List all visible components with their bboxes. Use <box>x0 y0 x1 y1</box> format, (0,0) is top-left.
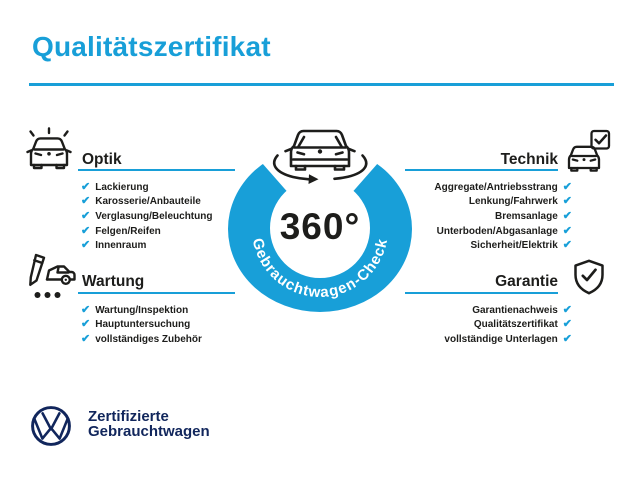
checklist-item-label: Felgen/Reifen <box>95 225 161 237</box>
checklist-item-label: Innenraum <box>95 240 147 252</box>
section-heading-garantie: Garantie <box>495 273 558 290</box>
check-icon: ✔ <box>81 180 91 193</box>
check-icon: ✔ <box>81 209 91 222</box>
footer-brand-line1: Zertifizierte <box>88 408 169 425</box>
footer-brand-text <box>88 410 210 439</box>
checklist-item-label: Wartung/Inspektion <box>95 304 189 316</box>
checklist-item <box>81 303 202 318</box>
checklist-item-label: Verglasung/Beleuchtung <box>95 210 213 222</box>
check-icon: ✔ <box>562 224 572 237</box>
checklist-item-label: Lenkung/Fahrwerk <box>468 196 558 208</box>
checklist-item <box>81 195 212 210</box>
check-icon: ✔ <box>81 318 91 331</box>
checklist-item <box>81 180 212 195</box>
section-heading-optik: Optik <box>82 151 122 168</box>
pen-car-checklist-icon <box>24 251 76 303</box>
check-icon: ✔ <box>562 239 572 252</box>
title-divider <box>29 83 614 86</box>
check-icon: ✔ <box>81 332 91 345</box>
footer-brand-line2: Gebrauchtwagen <box>88 422 210 440</box>
check-icon: ✔ <box>562 195 572 208</box>
checklist-item-label: Unterboden/Abgasanlage <box>436 225 558 237</box>
checklist-item <box>81 224 212 239</box>
checklist-item-label: Qualitätszertifikat <box>473 319 558 331</box>
ring-label: Gebrauchtwagen-Check <box>248 236 392 302</box>
checklist-item-label: vollständige Unterlagen <box>444 333 558 345</box>
car-shine-icon <box>25 126 73 172</box>
checklist-item-label: Aggregate/Antriebsstrang <box>434 181 558 193</box>
checklist-item-label: Sicherheit/Elektrik <box>470 240 558 252</box>
checklist-item-label: Garantienachweis <box>472 304 558 316</box>
checklist-wartung <box>81 303 202 347</box>
check-icon: ✔ <box>562 303 572 316</box>
check-icon: ✔ <box>81 303 91 316</box>
check-icon: ✔ <box>81 195 91 208</box>
degree-label: 360° <box>279 206 361 247</box>
checklist-item-label: Bremsanlage <box>494 210 558 222</box>
check-icon: ✔ <box>562 332 572 345</box>
checklist-optik <box>81 180 212 253</box>
check-icon: ✔ <box>81 224 91 237</box>
check-icon: ✔ <box>81 239 91 252</box>
checklist-item-label: Hauptuntersuchung <box>95 319 191 331</box>
vw-logo <box>30 405 72 447</box>
check-icon: ✔ <box>562 209 572 222</box>
check-icon: ✔ <box>562 180 572 193</box>
page-title: Qualitätszertifikat <box>32 31 271 62</box>
checklist-item-label: Lackierung <box>95 181 149 193</box>
checklist-item <box>81 209 212 224</box>
checklist-item <box>81 318 202 333</box>
checklist-item-label: Karosserie/Anbauteile <box>95 196 201 208</box>
car-checkbox-icon <box>567 129 611 175</box>
section-heading-technik: Technik <box>500 151 558 168</box>
checklist-item-label: vollständiges Zubehör <box>95 333 202 345</box>
checklist-item <box>81 332 202 347</box>
checklist-item <box>400 332 572 347</box>
section-heading-wartung: Wartung <box>82 273 145 290</box>
shield-check-icon <box>572 258 606 296</box>
check-icon: ✔ <box>562 318 572 331</box>
checklist-item <box>81 238 212 253</box>
